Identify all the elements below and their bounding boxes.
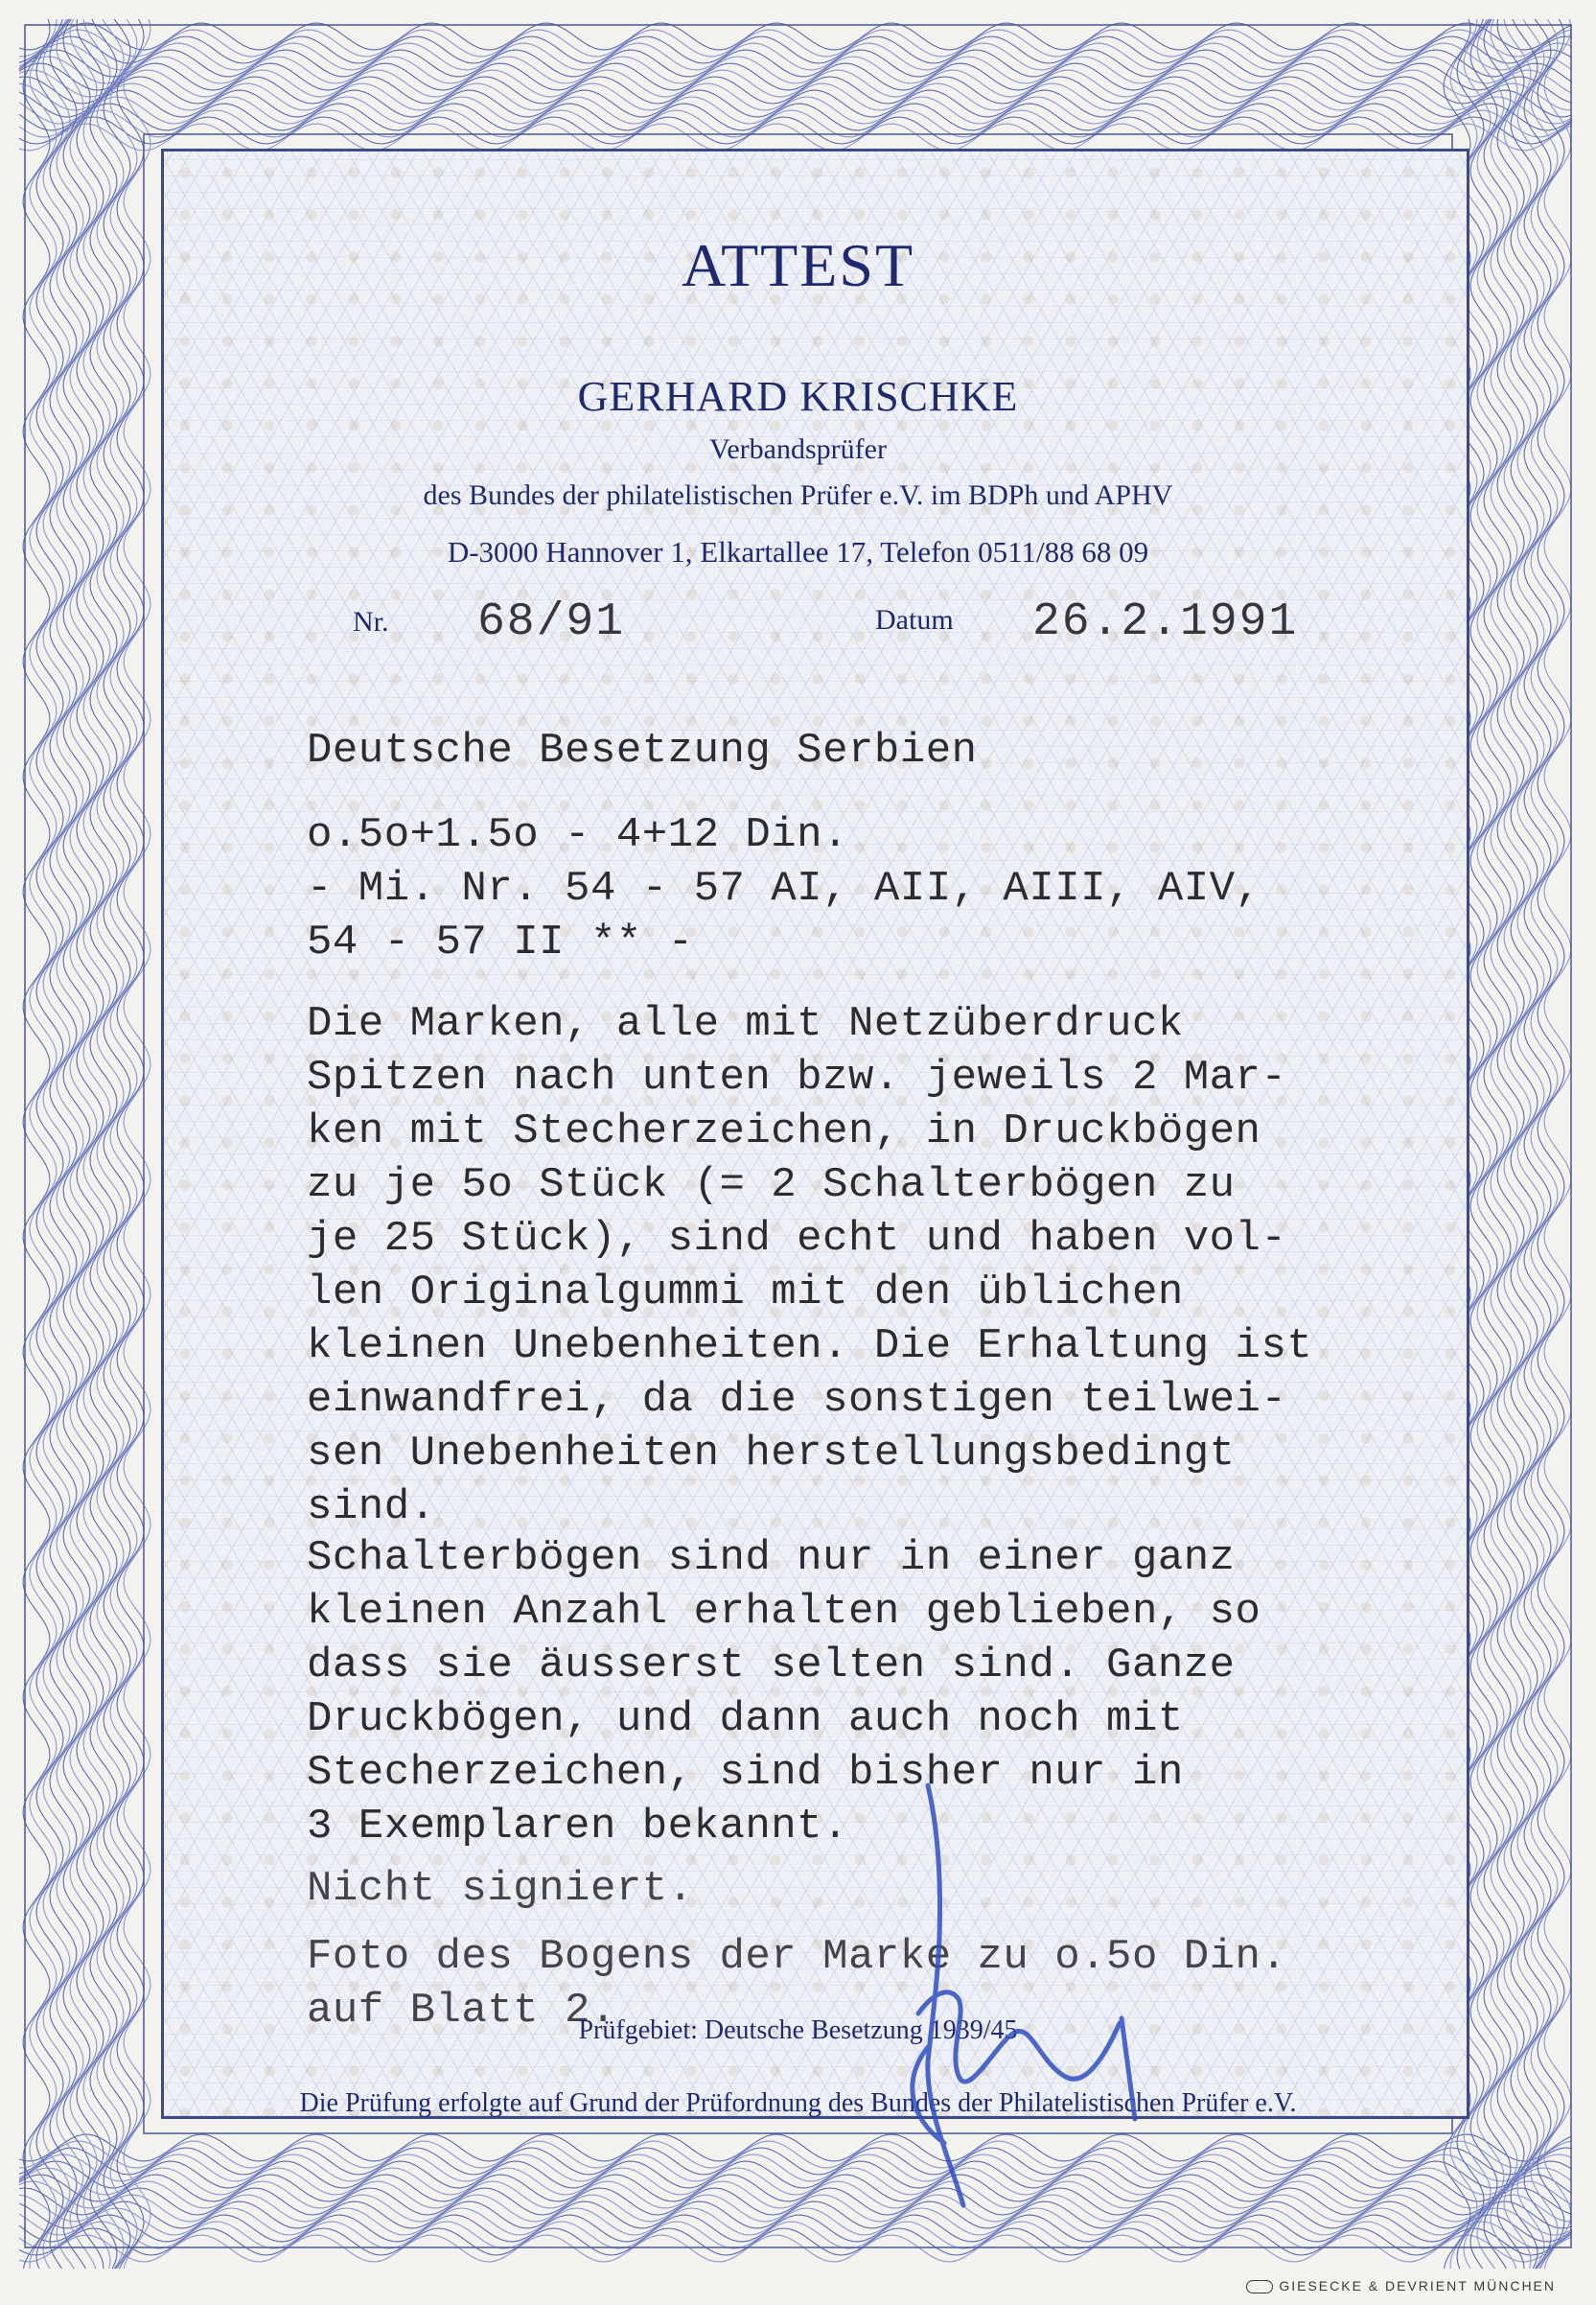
body-line: Die Marken, alle mit Netzüberdruck [307, 1000, 1184, 1048]
body-line: - Mi. Nr. 54 - 57 AI, AII, AIII, AIV, [307, 865, 1261, 913]
body-line: sind. [307, 1483, 436, 1531]
printer-name: GIESECKE & DEVRIENT MÜNCHEN [1279, 2278, 1556, 2293]
examination-area: Prüfgebiet: Deutsche Besetzung 1939/45 [578, 2015, 1018, 2045]
printer-imprint [1246, 2278, 1556, 2293]
body-line: zu je 5o Stück (= 2 Schalterbögen zu [307, 1161, 1236, 1209]
date-value: 26.2.1991 [1032, 596, 1299, 648]
examiner-role: Verbandsprüfer [709, 433, 887, 465]
examiner-affiliation: des Bundes der philatelistischen Prüfer e.V. im BDPh und APHV [423, 479, 1173, 511]
body-line: 54 - 57 II ** - [307, 919, 694, 966]
body-line: Spitzen nach unten bzw. jeweils 2 Mar- [307, 1054, 1287, 1102]
number-label: Nr. [353, 606, 389, 638]
body-line: Stecherzeichen, sind bisher nur in [307, 1749, 1184, 1797]
body-line: ken mit Stecherzeichen, in Druckbögen [307, 1107, 1261, 1155]
body-line: Druckbögen, und dann auch noch mit [307, 1695, 1184, 1743]
body-line: 3 Exemplaren bekannt. [307, 1803, 848, 1851]
printer-logo-icon [1246, 2280, 1273, 2293]
body-line: len Originalgummi mit den üblichen [307, 1269, 1184, 1316]
number-value: 68/91 [477, 596, 626, 648]
body-line: Schalterbögen sind nur in einer ganz [307, 1534, 1236, 1582]
examiner-name: GERHARD KRISCHKE [577, 373, 1019, 420]
examination-regulation: Die Prüfung erfolgte auf Grund der Prüfordnung des Bundes der Philatelistischen Prüfer e.V. [299, 2088, 1297, 2118]
body-line: kleinen Anzahl erhalten geblieben, so [307, 1588, 1261, 1636]
examiner-address: D-3000 Hannover 1, Elkartallee 17, Telefon 0511/88 68 09 [447, 535, 1149, 569]
body-line: auf Blatt 2. [307, 1987, 616, 2035]
body-line: o.5o+1.5o - 4+12 Din. [307, 811, 848, 859]
body-line: Deutsche Besetzung Serbien [307, 727, 978, 775]
body-line: kleinen Unebenheiten. Die Erhaltung ist [307, 1322, 1313, 1370]
certificate-title: ATTEST [681, 231, 915, 299]
body-line: dass sie äusserst selten sind. Ganze [307, 1641, 1236, 1689]
body-line: einwandfrei, da die sonstigen teilwei- [307, 1376, 1287, 1424]
body-line: Nicht signiert. [307, 1865, 694, 1913]
body-line: Foto des Bogens der Marke zu o.5o Din. [307, 1933, 1287, 1981]
body-line: sen Unebenheiten herstellungsbedingt [307, 1430, 1236, 1478]
body-line: je 25 Stück), sind echt und haben vol- [307, 1215, 1287, 1263]
date-label: Datum [875, 604, 954, 636]
